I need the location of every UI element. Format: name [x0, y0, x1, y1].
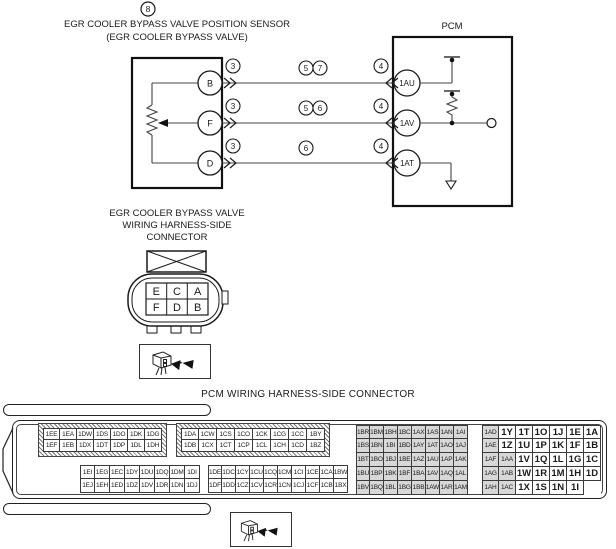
- pin-cell: 1AH: [482, 481, 499, 495]
- terminal-1au-label: 1AU: [399, 79, 415, 88]
- pin-cell: 1CX: [199, 440, 217, 452]
- pin-cell: 1EF: [43, 440, 60, 452]
- arrow-icon: [257, 525, 278, 538]
- pin-d: D: [173, 302, 181, 314]
- pin-cell: 1CD: [289, 440, 307, 452]
- pin-cell: 1CT: [217, 440, 235, 452]
- pin-cell: 1AU: [426, 453, 440, 467]
- pin-cell: 1EC: [110, 465, 125, 479]
- pin-block-frame-1: [38, 423, 167, 457]
- pin-cell: 1DF: [208, 479, 222, 493]
- pcm-connector-top-rail: [3, 404, 211, 416]
- marker-3-f: 3: [230, 102, 236, 111]
- pin-cell: 1X: [516, 481, 533, 495]
- pin-block-2: [181, 428, 325, 452]
- bottom-tab: [147, 326, 157, 333]
- pin-cell: 1Z: [499, 439, 516, 453]
- pin-cell: 1CV: [250, 479, 264, 493]
- pin-cell: 1AM: [454, 481, 468, 495]
- marker-6-f: 6: [317, 104, 323, 113]
- pin-cell: 1AB: [499, 467, 516, 481]
- bottom-tab: [171, 326, 181, 333]
- pin-cell: [584, 481, 601, 495]
- pin-cell: 1CE: [306, 465, 320, 479]
- pin-cell: 1DT: [94, 440, 111, 452]
- pin-cell: 1BW: [334, 465, 348, 479]
- pin-cell: 1DU: [140, 465, 155, 479]
- pin-cell: 1AT: [426, 439, 440, 453]
- pin-cell: 1BQ: [370, 481, 384, 495]
- pin-cell: 1AA: [499, 453, 516, 467]
- junction-dot: [450, 58, 455, 63]
- marker-5-b: 5: [303, 64, 309, 73]
- junction-dot: [450, 92, 455, 97]
- output-terminal: [487, 119, 496, 128]
- pin-cell: 1AQ: [440, 467, 454, 481]
- pin-cell: 1CA: [320, 465, 334, 479]
- pin-cell: 1BI: [384, 439, 398, 453]
- valve-conn-title-line2: WIRING HARNESS-SIDE: [122, 220, 232, 231]
- pin-cell: 1L: [550, 453, 567, 467]
- pin-cell: 1AS: [426, 425, 440, 439]
- pin-cell: 1Y: [499, 425, 516, 439]
- terminal-1av-label: 1AV: [399, 119, 415, 128]
- marker-7-b: 7: [317, 64, 323, 73]
- pcm-terminals: [394, 70, 420, 176]
- pin-cell: 1N: [550, 481, 567, 495]
- marker-3-d: 3: [230, 142, 236, 151]
- terminal-d-label: D: [206, 158, 214, 169]
- wire-markers: [226, 59, 388, 155]
- pin-cell: 1BG: [398, 481, 412, 495]
- pin-cell: 1AL: [454, 467, 468, 481]
- pin-cell: 1EG: [95, 465, 110, 479]
- pin-cell: 1CG: [271, 428, 289, 440]
- pin-cell: 1CW: [199, 428, 217, 440]
- pin-cell: 1AF: [482, 453, 499, 467]
- pin-cell: 1T: [516, 425, 533, 439]
- pin-cell: 1DO: [111, 428, 128, 440]
- pin-cell: 1BS: [356, 439, 370, 453]
- pin-cell: 1CQ: [264, 465, 278, 479]
- marker-4-f: 4: [378, 102, 384, 111]
- pin-block-4: [208, 465, 348, 493]
- terminal-b-label: B: [206, 78, 214, 89]
- pin-cell: 1U: [516, 439, 533, 453]
- pin-cell: 1Q: [533, 453, 550, 467]
- pin-cell: 1K: [550, 439, 567, 453]
- pin-cell: 1CH: [271, 440, 289, 452]
- pin-cell: 1S: [533, 481, 550, 495]
- valve-conn-title-line1: EGR COOLER BYPASS VALVE: [109, 208, 245, 219]
- pin-cell: 1EE: [43, 428, 60, 440]
- marker-5-f: 5: [303, 104, 309, 113]
- pin-cell: 1CN: [278, 479, 292, 493]
- pin-cell: 1BB: [412, 481, 426, 495]
- pin-cell: 1BR: [356, 425, 370, 439]
- pin-cell: 1BD: [398, 439, 412, 453]
- terminal-1at-label: 1AT: [399, 159, 415, 168]
- pin-cell: 1DE: [208, 465, 222, 479]
- pin-cell: 1AX: [412, 425, 426, 439]
- pin-cell: 1BJ: [384, 453, 398, 467]
- terminal-f-label: F: [207, 118, 213, 129]
- pin-cell: 1DC: [222, 465, 236, 479]
- marker-4-d: 4: [378, 142, 384, 151]
- pin-cell: 1BV: [356, 481, 370, 495]
- pin-cell: 1BN: [370, 439, 384, 453]
- pin-cell: 1V: [516, 453, 533, 467]
- pin-cell: 1CO: [235, 428, 253, 440]
- pin-cell: 1DB: [181, 440, 199, 452]
- pcm-connector-title: PCM WIRING HARNESS-SIDE CONNECTOR: [201, 389, 415, 400]
- pin-cell: 1DN: [170, 479, 185, 493]
- pin-cell: 1G: [567, 453, 584, 467]
- pin-cell: 1BH: [384, 425, 398, 439]
- pin-cell: 1DV: [140, 479, 155, 493]
- pin-cell: 1EB: [60, 440, 77, 452]
- marker-4-b: 4: [378, 62, 384, 71]
- pin-cell: 1DY: [125, 465, 140, 479]
- pin-cell: 1BA: [412, 467, 426, 481]
- pin-cell: 1I: [567, 481, 584, 495]
- pcm-label: PCM: [441, 21, 463, 32]
- pin-cell: 1EJ: [80, 479, 95, 493]
- pin-cell: 1A: [584, 425, 601, 439]
- pin-cell: 1DP: [111, 440, 128, 452]
- pin-cell: 1C: [584, 453, 601, 467]
- pin-cell: 1CS: [217, 428, 235, 440]
- pin-cell: 1CP: [235, 440, 253, 452]
- view-direction-icon-box: [230, 512, 292, 547]
- ref-number: 8: [145, 4, 151, 14]
- junction-dot: [450, 121, 455, 126]
- pin-cell: 1CL: [253, 440, 271, 452]
- pin-f: F: [152, 302, 160, 314]
- pin-cell: 1CZ: [236, 479, 250, 493]
- pin-cell: 1AK: [454, 453, 468, 467]
- pin-cell: 1BE: [398, 453, 412, 467]
- pin-cell: 1CR: [264, 479, 278, 493]
- pin-cell: 1AI: [454, 425, 468, 439]
- connector-side-tab: [222, 291, 228, 304]
- pin-cell: 1BU: [356, 467, 370, 481]
- pin-cell: 1CU: [250, 465, 264, 479]
- pin-cell: 1AN: [440, 425, 454, 439]
- pin-cell: 1BF: [398, 467, 412, 481]
- pin-cell: 1BX: [334, 479, 348, 493]
- view-direction-icon-box: [139, 344, 211, 379]
- connector-view-icon: [147, 348, 203, 376]
- pin-cell: 1H: [567, 467, 584, 481]
- pin-cell: 1AC: [499, 481, 516, 495]
- pin-cell: 1DZ: [125, 479, 140, 493]
- pin-cell: 1AY: [412, 439, 426, 453]
- pin-cell: 1DW: [77, 428, 94, 440]
- pin-c: C: [173, 286, 181, 298]
- pin-cell: 1CM: [278, 465, 292, 479]
- pin-cell: 1AG: [482, 467, 499, 481]
- pin-cell: 1BP: [370, 467, 384, 481]
- pin-cell: 1BC: [398, 425, 412, 439]
- pin-cell: 1AP: [440, 453, 454, 467]
- pin-cell: 1R: [533, 467, 550, 481]
- pin-cell: 1EA: [60, 428, 77, 440]
- pcm-connector-left-cap: [0, 420, 20, 500]
- pin-cell: 1CC: [289, 428, 307, 440]
- pin-cell: 1F: [567, 439, 584, 453]
- marker-6-d: 6: [303, 144, 309, 153]
- pin-cell: 1AO: [440, 439, 454, 453]
- pin-cell: 1DL: [128, 440, 145, 452]
- pin-block-6: [482, 425, 601, 495]
- pin-cell: 1DJ: [185, 479, 200, 493]
- pin-block-5: [356, 425, 468, 495]
- pin-cell: 1CF: [306, 479, 320, 493]
- pin-cell: 1AW: [426, 481, 440, 495]
- pin-cell: 1BT: [356, 453, 370, 467]
- pin-b: B: [194, 302, 202, 314]
- pin-cell: 1O: [533, 425, 550, 439]
- pin-cell: 1EH: [95, 479, 110, 493]
- pin-cell: 1D: [584, 467, 601, 481]
- pin-cell: 1DI: [185, 465, 200, 479]
- pin-cell: 1DR: [155, 479, 170, 493]
- pin-cell: 1B: [584, 439, 601, 453]
- pin-cell: 1DD: [222, 479, 236, 493]
- pin-cell: 1J: [550, 425, 567, 439]
- pin-cell: 1AE: [482, 439, 499, 453]
- pin-cell: 1BK: [384, 467, 398, 481]
- pcm-connector-bottom-rail: [3, 503, 211, 515]
- pin-cell: 1DS: [94, 428, 111, 440]
- pin-cell: 1DQ: [155, 465, 170, 479]
- pin-cell: 1P: [533, 439, 550, 453]
- pin-block-frame-2: [176, 423, 330, 457]
- pin-cell: 1ED: [110, 479, 125, 493]
- pin-cell: 1DH: [145, 440, 162, 452]
- pin-cell: 1AZ: [412, 453, 426, 467]
- pin-cell: 1AV: [426, 467, 440, 481]
- pin-cell: 1DG: [145, 428, 162, 440]
- pin-cell: 1DA: [181, 428, 199, 440]
- pin-cell: 1CK: [253, 428, 271, 440]
- pin-cell: 1E: [567, 425, 584, 439]
- pin-cell: 1BY: [307, 428, 325, 440]
- valve-conn-title-line3: CONNECTOR: [146, 232, 208, 243]
- pin-cell: 1AR: [440, 481, 454, 495]
- pin-cell: 1CB: [320, 479, 334, 493]
- pin-block-1: [43, 428, 162, 452]
- pin-cell: 1W: [516, 468, 532, 479]
- connector-view-icon: [236, 516, 286, 543]
- pin-cell: 1BO: [370, 453, 384, 467]
- pin-cell: 1BL: [384, 481, 398, 495]
- pin-cell: 1M: [550, 467, 567, 481]
- pin-cell: 1EI: [80, 465, 95, 479]
- pin-block-3: [80, 465, 200, 493]
- pin-cell: 1DX: [77, 440, 94, 452]
- pin-cell: 1BM: [370, 425, 384, 439]
- pin-cell: 1DM: [170, 465, 185, 479]
- sensor-title-line2: (EGR COOLER BYPASS VALVE): [106, 32, 248, 43]
- marker-3-b: 3: [230, 62, 236, 71]
- pin-cell: 1CJ: [292, 479, 306, 493]
- pin-cell: 1AJ: [454, 439, 468, 453]
- sensor-title-line1: EGR COOLER BYPASS VALVE POSITION SENSOR: [64, 19, 290, 30]
- pin-cell: 1AD: [482, 425, 499, 439]
- pin-a: A: [194, 286, 202, 298]
- sensor-terminals: [198, 71, 222, 175]
- pin-cell: 1BZ: [307, 440, 325, 452]
- pin-e: E: [152, 286, 160, 298]
- pin-cell: 1CY: [236, 465, 250, 479]
- bottom-tab: [191, 326, 201, 333]
- arrow-icon: [170, 356, 193, 371]
- pin-cell: 1DK: [128, 428, 145, 440]
- pin-cell: 1CI: [292, 465, 306, 479]
